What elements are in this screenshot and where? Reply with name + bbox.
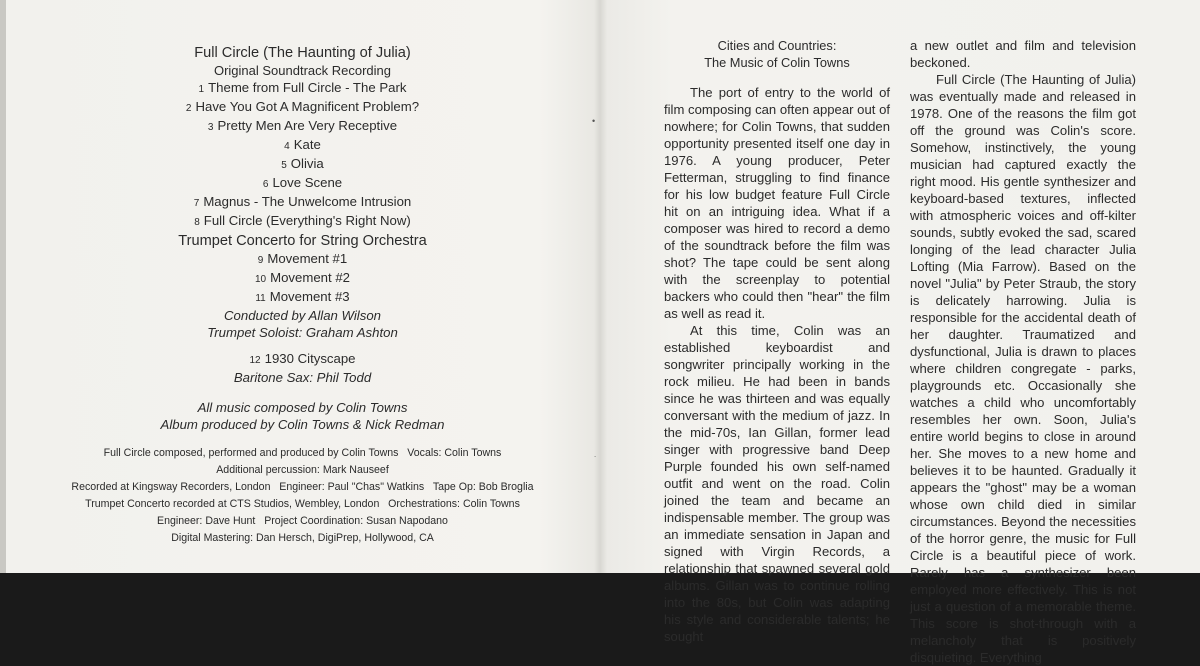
credit-line: Full Circle composed, performed and produced by Colin Towns Vocals: Colin Towns xyxy=(103,447,502,459)
track-row xyxy=(6,193,599,212)
track-title: Movement #2 xyxy=(270,270,351,285)
track-number: 6 xyxy=(262,179,269,190)
track-number: 7 xyxy=(193,198,200,209)
left-page xyxy=(0,0,599,573)
credit-line: Engineer: Dave Hunt Project Coordination: Susan Napodano xyxy=(157,515,448,527)
track-row xyxy=(6,288,599,307)
track-number: 12 xyxy=(249,355,261,366)
composed-credit: All music composed by Colin Towns xyxy=(197,400,408,415)
track-title: Olivia xyxy=(290,156,324,171)
track-number: 4 xyxy=(284,141,290,152)
binding-mark: • xyxy=(592,116,596,126)
production-credits xyxy=(6,445,599,547)
track-row xyxy=(6,212,599,231)
track-row-12 xyxy=(6,350,599,369)
track-row xyxy=(6,117,599,136)
concerto-block xyxy=(6,232,599,341)
track-row xyxy=(6,155,599,174)
produced-credit: Album produced by Colin Towns & Nick Redman xyxy=(160,417,445,432)
track-number: 3 xyxy=(207,122,214,133)
track-list xyxy=(6,79,599,231)
tracklist-block xyxy=(6,44,599,231)
essay-heading xyxy=(664,37,890,71)
track-number: 10 xyxy=(254,274,267,285)
credit-line: Additional percussion: Mark Nauseef xyxy=(216,464,389,476)
track-row xyxy=(6,174,599,193)
essay-paragraph: Full Circle (The Haunting of Julia) was eventually made and released in 1978. One of the reasons the film got off the ground was Colin's score. Somehow, instinctively, the young musician had captured exactly the right mood. His gentle synthesizer and keyboard-based textures, inflected with atmospheric voices and off-kilter sounds, subtly evoked the sad, scared longing of the lead character Julia Lofting (Mia Farrow). Based on the novel "Julia" by Peter Straub, the story is delicately harrowing. Julia is responsible for the accidental death of her daughter. Traumatized and dysfunctional, Julia is drawn to places where children congregate - parks, playgrounds etc. Occasionally she watches a child who uncomfortably resembles her own. Soon, Julia's entire world begins to close in around her. She moves to a new home and believes it to be haunted. Gradually it appears the "ghost" may be a woman whose own child died in similar circumstances. Beyond the necessities of the horror genre, the music for Full Circle is a beautiful piece of work. Rarely has a synthesizer been employed more effectively. This is not just a question of a memorable theme. This score is shot-through with a melancholy that is positively disquieting. Everything xyxy=(910,72,1136,665)
track-title: 1930 Cityscape xyxy=(264,351,356,366)
essay-heading-line1: Cities and Countries: xyxy=(717,38,837,53)
track-number: 9 xyxy=(257,255,264,266)
credit-line: Trumpet Concerto recorded at CTS Studios, Wembley, London Orchestrations: Colin Towns xyxy=(85,498,520,510)
track-row xyxy=(6,98,599,117)
essay-column-2 xyxy=(910,37,1136,666)
track-number: 8 xyxy=(194,217,200,228)
essay-paragraph: At this time, Colin was an established keyboardist and songwriter principally working in the rock milieu. He had been in bands since he was thirteen and was equally conversant with the medium of jazz. In the mid-70s, Ian Gillan, former lead singer with progressive band Deep Purple founded his own self-named outfit and went on the road. Colin joined the team and became an indispensable member. The group was an immediate sensation in Japan and signed with Virgin Records, a relationship that spawned several gold albums. Gillan was to continue rolling into the 80s, but Colin was adapting his style and considerable talents; he sought xyxy=(664,323,890,644)
essay-paragraph: The port of entry to the world of film composing can often appear out of nowhere; for Colin Towns, that sudden opportunity presented itself one day in 1976. A young producer, Peter Fetterman, struggling to find finance for his low budget feature Full Circle hit on an intriguing idea. What if a composer was hired to record a demo of the soundtrack before the film was shot? The tape could be sent along with the screenplay to potential backers who could then "hear" the film as well as read it. xyxy=(664,85,890,321)
baritone-credit: Baritone Sax: Phil Todd xyxy=(233,370,372,385)
binding-mark: ˙ xyxy=(594,455,597,465)
album-title: Full Circle (The Haunting of Julia) xyxy=(194,45,411,61)
track-title: Pretty Men Are Very Receptive xyxy=(217,118,398,133)
album-subtitle: Original Soundtrack Recording xyxy=(213,63,392,78)
track-title: Theme from Full Circle - The Park xyxy=(208,80,407,95)
track-title: Kate xyxy=(293,137,321,152)
essay-paragraph: a new outlet and film and television beckoned. xyxy=(910,38,1136,70)
right-page xyxy=(592,0,1200,665)
track-row xyxy=(6,269,599,288)
track-number: 1 xyxy=(198,84,205,95)
track-row xyxy=(6,79,599,98)
track-title: Have You Got A Magnificent Problem? xyxy=(195,99,420,114)
track-title: Magnus - The Unwelcome Intrusion xyxy=(203,194,412,209)
soloist-credit: Trumpet Soloist: Graham Ashton xyxy=(207,325,398,340)
track-number: 5 xyxy=(281,160,287,171)
composer-block xyxy=(6,399,599,433)
essay-column-1 xyxy=(664,37,890,645)
track-title: Full Circle (Everything's Right Now) xyxy=(203,213,411,228)
essay-heading-line2: The Music of Colin Towns xyxy=(704,55,850,70)
track-number: 2 xyxy=(185,103,192,114)
concerto-track-list xyxy=(6,250,599,307)
credit-line: Recorded at Kingsway Recorders, London Engineer: Paul "Chas" Watkins Tape Op: Bob Broglia xyxy=(71,481,534,493)
concerto-title: Trumpet Concerto for String Orchestra xyxy=(178,233,427,249)
track-title: Movement #1 xyxy=(267,251,348,266)
track-row xyxy=(6,136,599,155)
track-row xyxy=(6,250,599,269)
track-number: 11 xyxy=(255,293,266,304)
track12-block xyxy=(6,350,599,386)
credit-line: Digital Mastering: Dan Hersch, DigiPrep, Hollywood, CA xyxy=(171,532,434,544)
conductor-credit: Conducted by Allan Wilson xyxy=(224,308,381,323)
track-title: Movement #3 xyxy=(269,289,350,304)
track-title: Love Scene xyxy=(272,175,343,190)
